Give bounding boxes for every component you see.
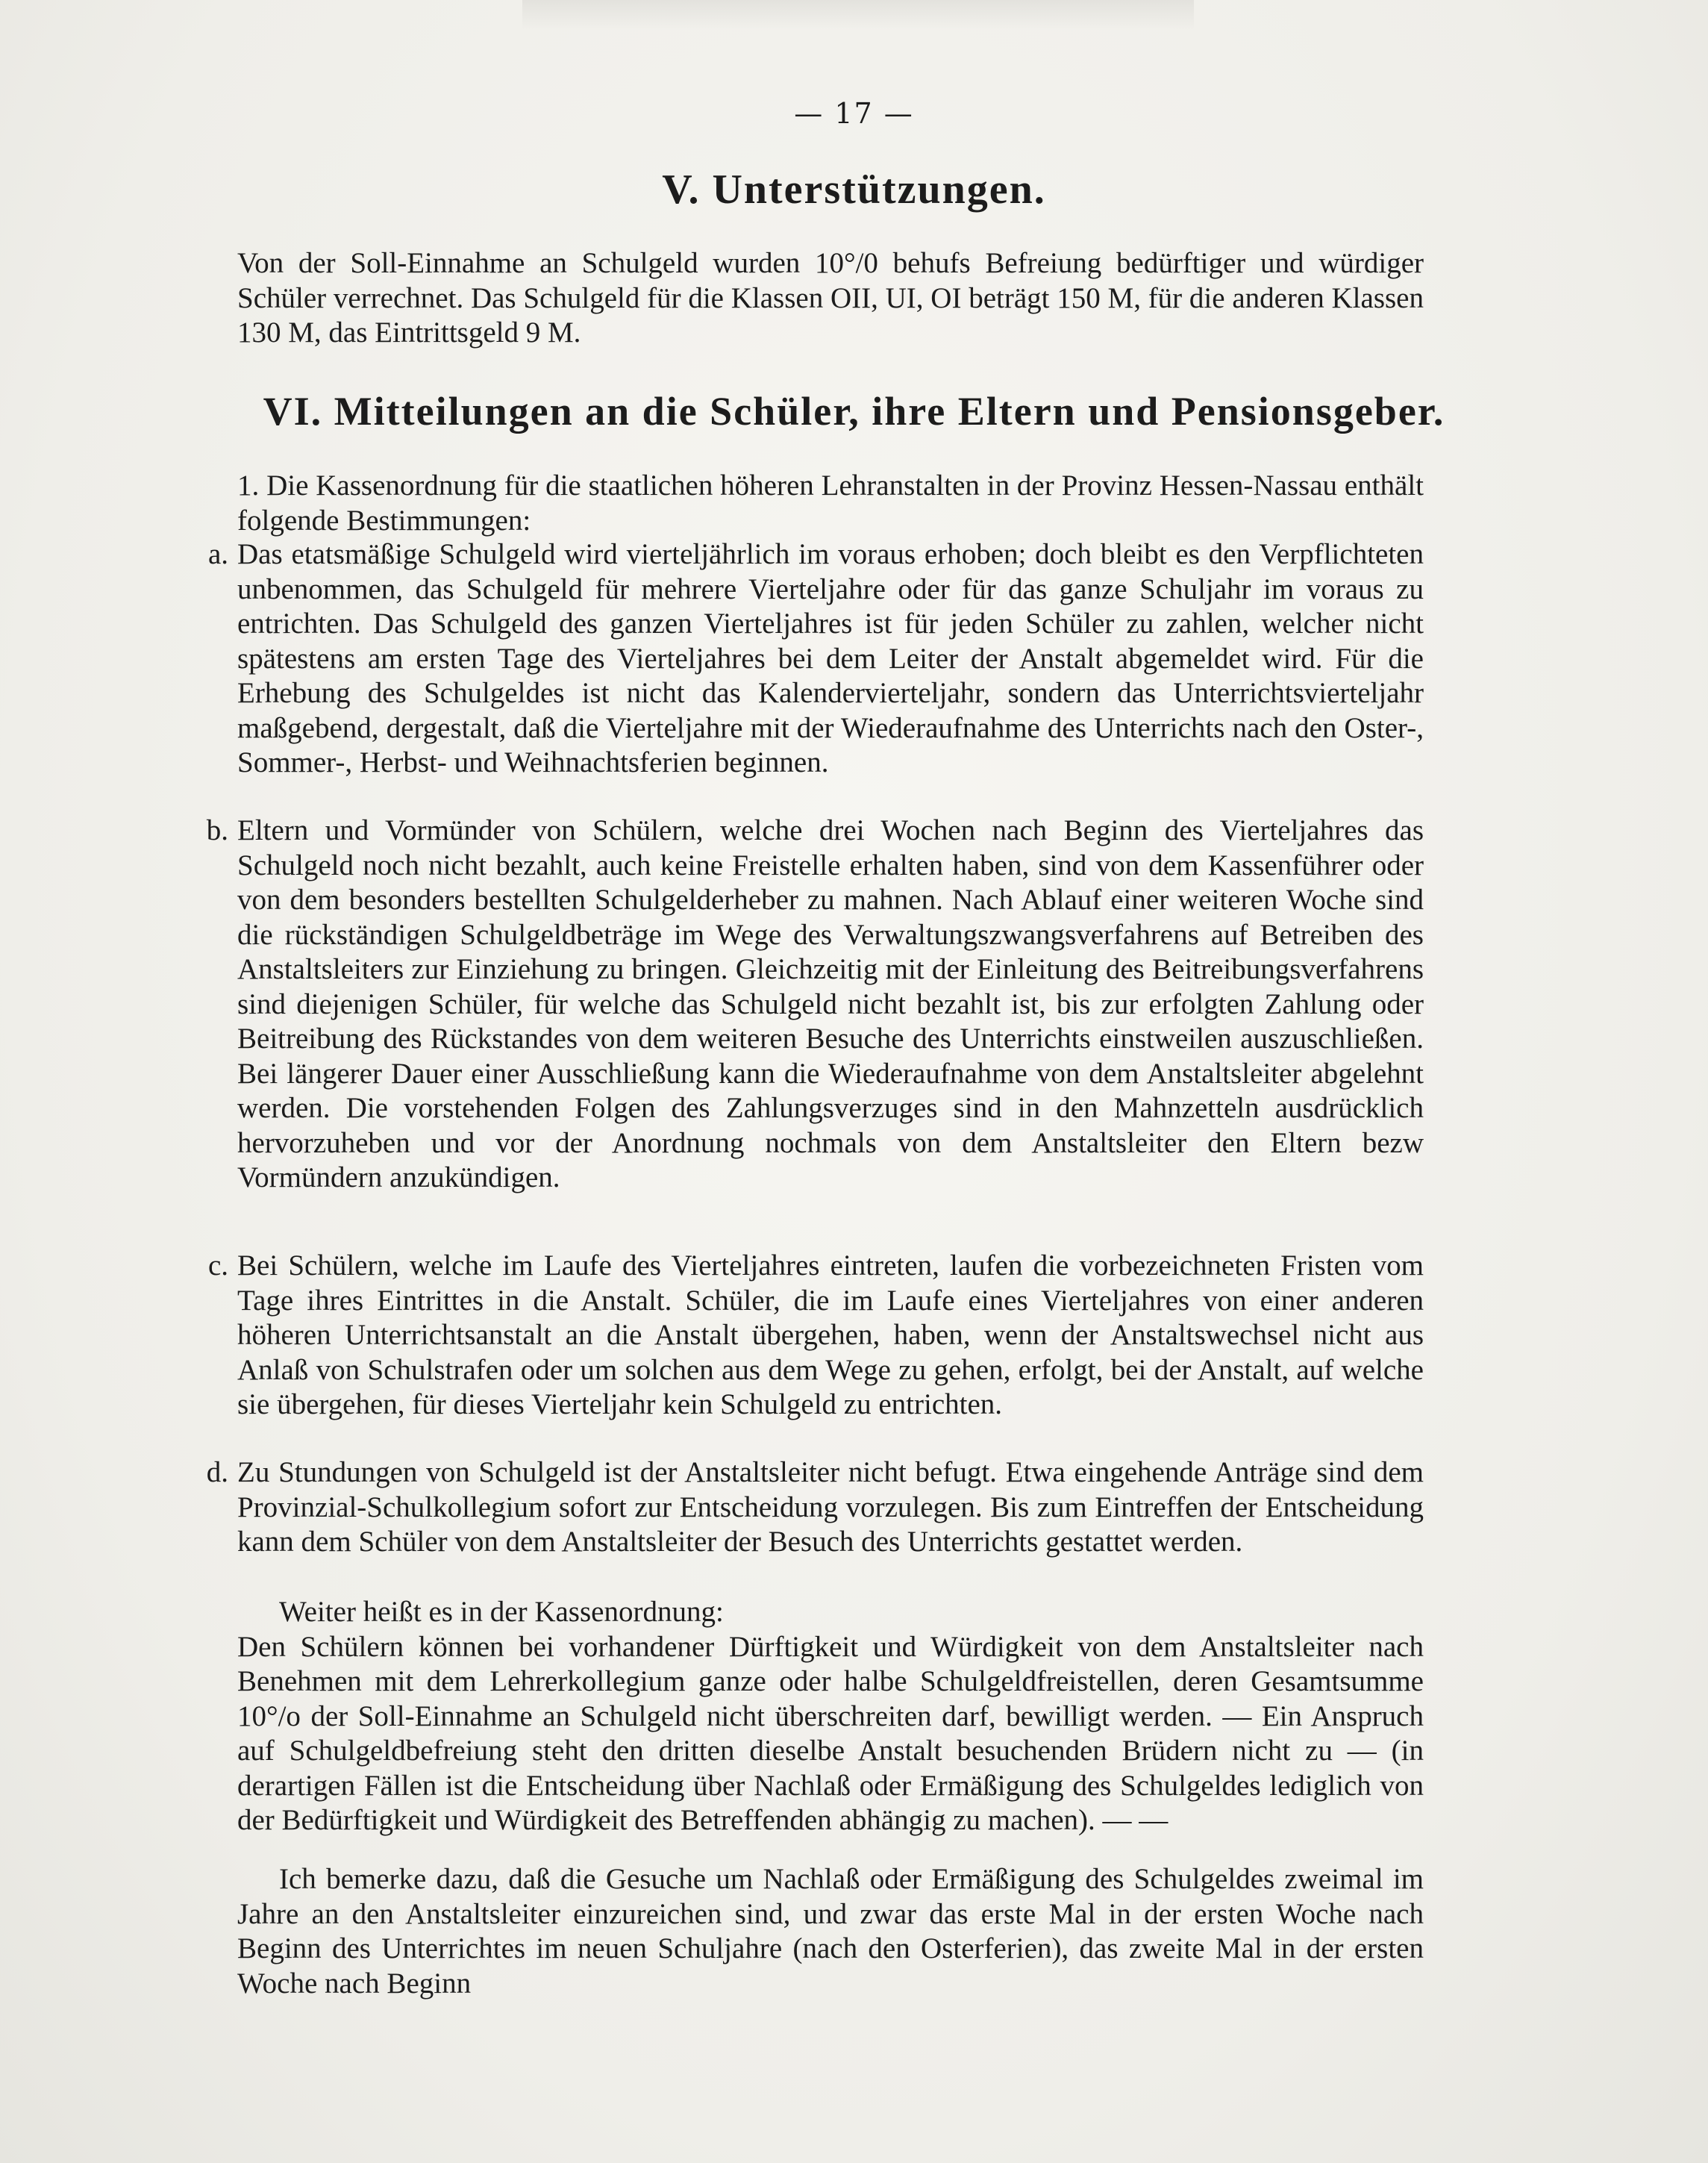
section-vi-heading: VI. Mitteilungen an die Schüler, ihre Eltern und Pensionsgeber. xyxy=(263,389,1445,434)
list-item-c xyxy=(207,1249,1424,1423)
list-item-d xyxy=(206,1455,1424,1560)
bemerke-section xyxy=(237,1862,1424,2001)
page-edge-shading xyxy=(522,0,1194,30)
section-v-paragraph xyxy=(237,246,1424,351)
list-item-a xyxy=(207,537,1424,781)
weiter-text: Den Schülern können bei vorhandener Dürftigkeit und Würdigkeit von dem Anstaltsleiter nach Benehmen mit dem Lehrerkollegium ganze oder halbe Schulgeldfreistellen, deren Gesamtsumme 10°/o der Soll-Einnahme an Schulgeld nicht überschreiten darf, bewilligt werden. — Ein Anspruch auf Schulgeldbefreiung steht den dritten dieselbe Anstalt besuchenden Brüdern nicht zu — (in derartigen Fällen ist die Entscheidung über Nachlaß oder Ermäßigung des Schulgeldes lediglich von der Bedürftigkeit und Würdigkeit des Betreffenden abhängig zu machen). — — xyxy=(237,1630,1424,1836)
item-letter: b. xyxy=(206,814,228,846)
weiter-lead: Weiter heißt es in der Kassenordnung: xyxy=(279,1596,724,1628)
section-v-text: Von der Soll-Einnahme an Schulgeld wurden 10°/0 behufs Befreiung bedürftiger und würdiger Schüler verrechnet. Das Schulgeld für die Klassen OII, UI, OI beträgt 150 M, für die anderen Klassen 130 M, das Eintrittsgeld 9 M. xyxy=(237,247,1424,349)
section-vi-intro xyxy=(237,469,1424,538)
item-text: Bei Schülern, welche im Laufe des Vierteljahres eintreten, laufen die vorbezeichneten Fristen vom Tage ihres Eintrittes in die Anstalt. Schüler, die im Laufe eines Vierteljahres von einer anderen höheren Unterrichtsanstalt an die Anstalt übergehen, haben, wenn der Anstaltswechsel nicht aus Anlaß von Schulstrafen oder um solchen aus dem Wege zu gehen, erfolgt, bei der Anstalt, auf welche sie übergehen, für dieses Vierteljahr kein Schulgeld zu entrichten. xyxy=(237,1249,1424,1420)
item-text: Das etatsmäßige Schulgeld wird vierteljährlich im voraus erhoben; doch bleibt es den Verpflichteten unbenommen, das Schulgeld für mehrere Vierteljahre oder für das ganze Schuljahr im voraus zu entrichten. Das Schulgeld des ganzen Vierteljahres ist für jeden Schüler zu zahlen, welcher nicht spätestens am ersten Tage des Vierteljahres bei dem Leiter der Anstalt abgemeldet wird. Für die Erhebung des Schulgeldes ist nicht das Kalendervierteljahr, sondern das Unterrichtsvierteljahr maßgebend, dergestalt, daß die Vierteljahre mit der Wiederaufnahme des Unterrichts nach den Oster-, Sommer-, Herbst- und Weihnachtsferien beginnen. xyxy=(237,538,1424,778)
page-number: — 17 — xyxy=(794,97,914,130)
item-letter: d. xyxy=(206,1456,228,1488)
weiter-section xyxy=(237,1595,1424,1838)
item-letter: c. xyxy=(207,1249,228,1282)
item-letter: a. xyxy=(207,538,228,570)
item-text: Zu Stundungen von Schulgeld ist der Anstaltsleiter nicht befugt. Etwa eingehende Anträge sind dem Provinzial-Schulkollegium sofort zur Entscheidung vorzulegen. Bis zum Eintreffen der Entscheidung kann dem Schüler von dem Anstaltsleiter der Besuch des Unterrichts gestattet werden. xyxy=(237,1456,1424,1558)
section-v-heading: V. Unterstützungen. xyxy=(662,166,1046,213)
list-item-b xyxy=(206,814,1424,1196)
item-text: Eltern und Vormünder von Schülern, welche drei Wochen nach Beginn des Vierteljahres das Schulgeld noch nicht bezahlt, auch keine Freistelle erhalten haben, sind von dem Kassenführer oder von dem besonders bestellten Schulgelderheber zu mahnen. Nach Ablauf einer weiteren Woche sind die rückständigen Schulgeldbeträge im Wege des Verwaltungszwangsverfahrens auf Betreiben des Anstaltsleiters zur Einziehung zu bringen. Gleichzeitig mit der Einleitung des Beitreibungsverfahrens sind diejenigen Schüler, für welche das Schulgeld nicht bezahlt ist, bis zur erfolgten Zahlung oder Beitreibung des Rückstandes von dem weiteren Besuche des Unterrichts einstweilen auszuschließen. Bei längerer Dauer einer Ausschließung kann die Wiederaufnahme von dem Anstaltsleiter abgelehnt werden. Die vorstehenden Folgen des Zahlungsverzuges sind in den Mahnzetteln ausdrücklich hervorzuheben und vor der Anordnung nochmals von dem Anstaltsleiter den Eltern bezw Vormündern anzukündigen. xyxy=(237,814,1424,1193)
bemerke-text: Ich bemerke dazu, daß die Gesuche um Nachlaß oder Ermäßigung des Schulgeldes zweimal im Jahre an den Anstaltsleiter einzureichen sind, und zwar das erste Mal in der ersten Woche nach Beginn des Unterrichtes im neuen Schuljahre (nach den Osterferien), das zweite Mal in der ersten Woche nach Beginn xyxy=(237,1863,1424,2000)
intro-text: 1. Die Kassenordnung für die staatlichen höheren Lehranstalten in der Provinz Hessen-Nassau enthält folgende Bestimmungen: xyxy=(237,469,1424,537)
